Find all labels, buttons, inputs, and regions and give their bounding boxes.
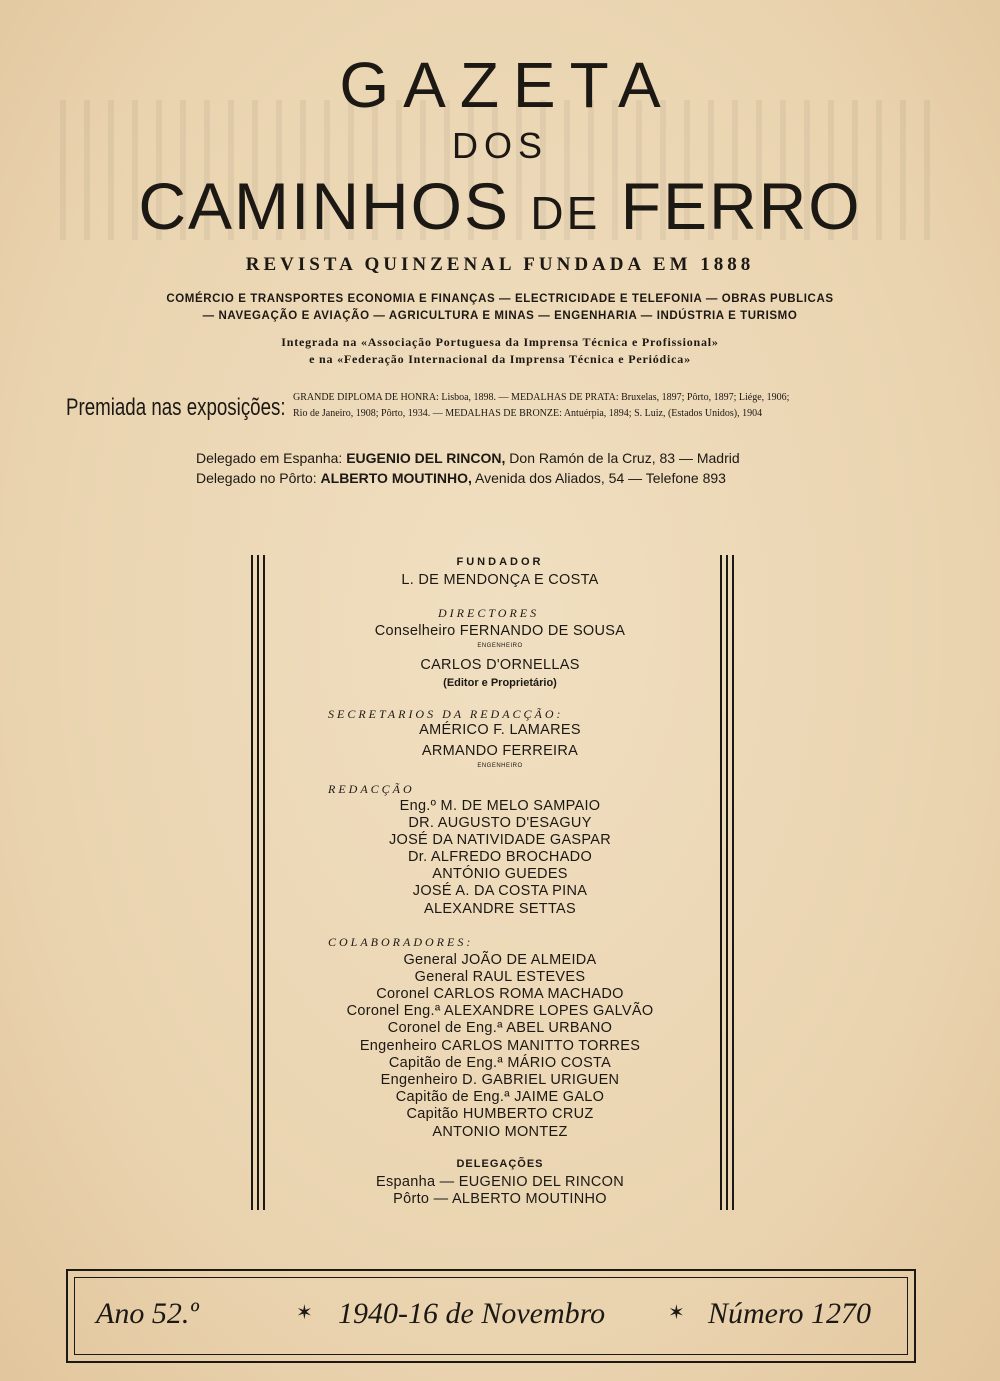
directores-label: DIRECTORES [438,606,540,620]
issue-date: 1940-16 de Novembro [338,1297,606,1330]
secretario-1: AMÉRICO F. LAMARES [419,722,581,738]
colaborador: Capitão HUMBERTO CRUZ [406,1106,594,1122]
colaborador: Engenheiro CARLOS MANITTO TORRES [359,1038,641,1054]
delegacao-porto: Pôrto — ALBERTO MOUTINHO [393,1191,607,1207]
secretarios-label: SECRETARIOS DA REDACÇÃO: [328,707,564,721]
delegate-porto-address: Avenida dos Aliados, 54 — Telefone 893 [471,470,726,486]
colaborador: Coronel CARLOS ROMA MACHADO [376,986,624,1002]
topics-line-1: COMÉRCIO E TRANSPORTES ECONOMIA E FINANÇAS — ELECTRICIDADE E TELEFONIA — OBRAS PUBLICAS [166,293,834,305]
redaccao-member: JOSÉ A. DA COSTA PINA [412,883,588,899]
redaccao-label: REDACÇÃO [328,782,415,796]
delegate-porto-prefix: Delegado no Pôrto: [196,470,321,486]
director-2-note: (Editor e Proprietário) [443,677,557,689]
colaborador: Capitão de Eng.ª MÁRIO COSTA [388,1055,612,1071]
delegate-porto-name: ALBERTO MOUTINHO, [320,470,472,486]
delegacoes-label: DELEGAÇÕES [456,1158,544,1170]
redaccao-member: ALEXANDRE SETTAS [424,901,576,917]
title-ferro: FERRO [600,169,862,243]
title-caminhos: CAMINHOS [138,169,531,243]
issue-number: Número 1270 [708,1297,872,1330]
director-1: Conselheiro FERNANDO DE SOUSA [374,623,626,639]
redaccao-member: Eng.º M. DE MELO SAMPAIO [399,798,601,814]
colaboradores-label: COLABORADORES: [328,935,474,949]
redaccao-member: ANTÓNIO GUEDES [432,866,568,882]
awards-line-2: Rio de Janeiro, 1908; Pôrto, 1934. — MEDALHAS DE BRONZE: Antuérpia, 1894; S. Luiz, (Estados Unidos), 1904 [293,408,763,419]
delegate-spain [196,449,740,467]
secretario-2-note: ENGENHEIRO [477,763,523,769]
subtitle: REVISTA QUINZENAL FUNDADA EM 1888 [245,254,755,275]
awards-label: Premiada nas exposições: [66,394,286,421]
secretario-2: ARMANDO FERREIRA [421,743,579,759]
title-gazeta: GAZETA [339,49,675,121]
colaborador: General RAUL ESTEVES [414,969,586,985]
star-icon: ✶ [296,1302,313,1324]
redaccao-member: JOSÉ DA NATIVIDADE GASPAR [388,832,612,848]
awards-line-1: GRANDE DIPLOMA DE HONRA: Lisboa, 1898. — MEDALHAS DE PRATA: Bruxelas, 1897; Pôrto, 1897; Liége, 1906; [293,392,790,403]
star-icon: ✶ [668,1302,685,1324]
colaborador: Coronel Eng.ª ALEXANDRE LOPES GALVÃO [346,1003,654,1019]
topics-line-2: — NAVEGAÇÃO E AVIAÇÃO — AGRICULTURA E MINAS — ENGENHARIA — INDÚSTRIA E TURISMO [202,310,798,322]
delegacao-spain: Espanha — EUGENIO DEL RINCON [376,1174,624,1190]
director-2: CARLOS D'ORNELLAS [420,657,580,673]
colaborador: Coronel de Eng.ª ABEL URBANO [387,1020,613,1036]
title-de: DE [530,187,601,239]
colaborador: Engenheiro D. GABRIEL URIGUEN [380,1072,620,1088]
colaborador: General JOÃO DE ALMEIDA [403,952,597,968]
integrated-line-2: e na «Federação Internacional da Imprensa Técnica e Periódica» [309,352,691,366]
colaborador: ANTONIO MONTEZ [432,1124,568,1140]
title-caminhos-de-ferro [0,168,1000,251]
redaccao-member: DR. AUGUSTO D'ESAGUY [408,815,592,831]
fundador-name: L. DE MENDONÇA E COSTA [401,572,599,588]
delegate-spain-address: Don Ramón de la Cruz, 83 — Madrid [505,450,740,466]
issue-year: Ano 52.º [96,1297,199,1330]
director-1-note: ENGENHEIRO [477,643,523,649]
delegate-spain-name: EUGENIO DEL RINCON, [346,450,506,466]
title-dos: DOS [451,125,548,166]
delegate-porto [196,469,726,487]
delegate-spain-prefix: Delegado em Espanha: [196,450,347,466]
redaccao-member: Dr. ALFREDO BROCHADO [407,849,593,865]
colaborador: Capitão de Eng.ª JAIME GALO [395,1089,605,1105]
fundador-label: FUNDADOR [456,556,544,568]
integrated-line-1: Integrada na «Associação Portuguesa da Imprensa Técnica e Profissional» [281,335,719,349]
